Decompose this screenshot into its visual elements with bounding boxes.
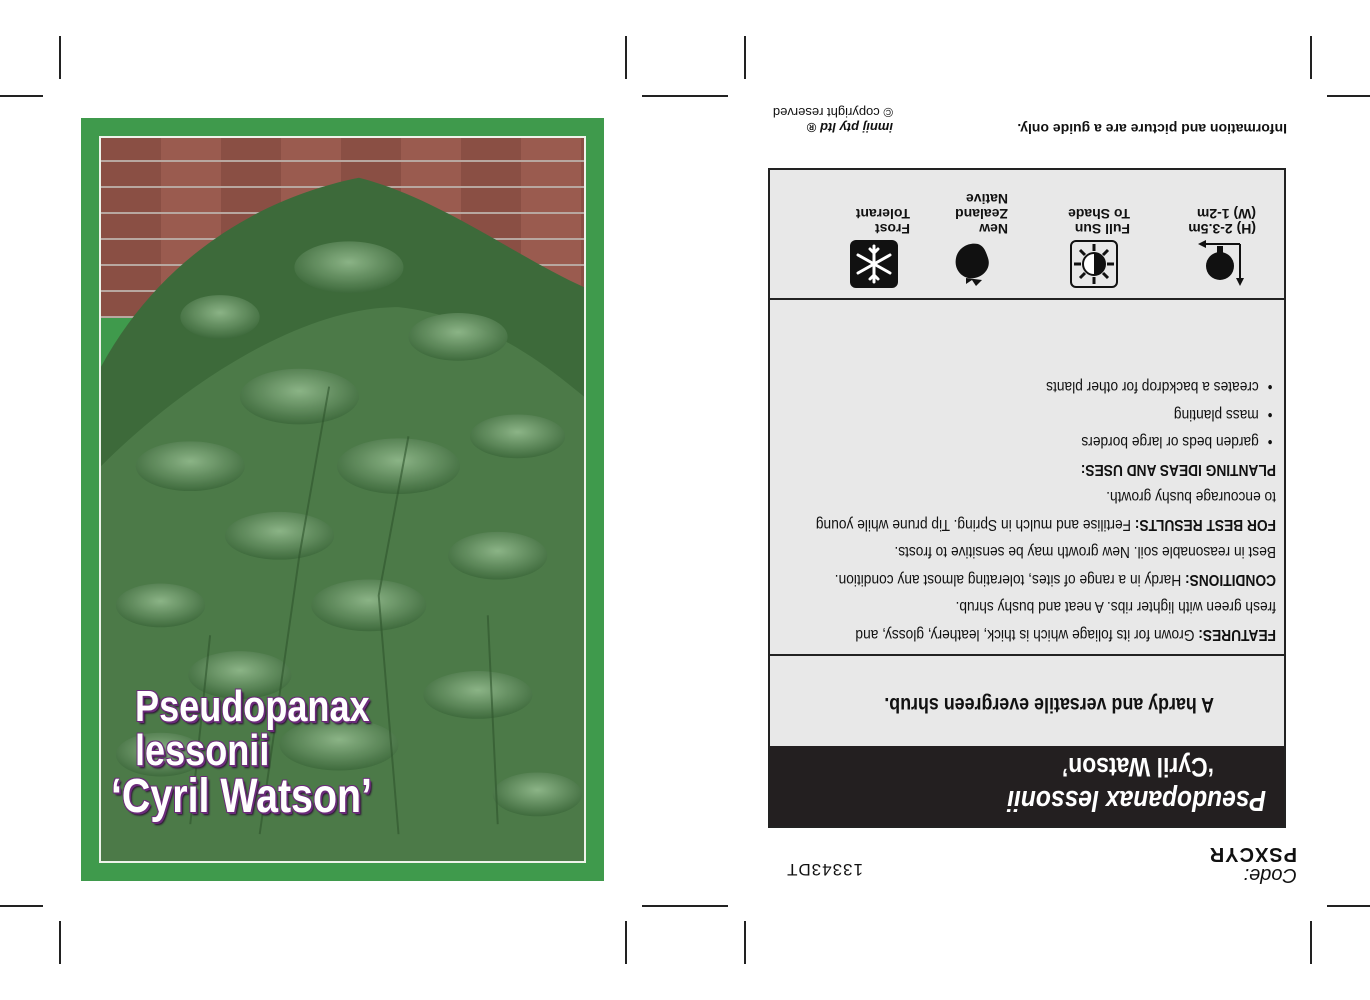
sku-number: 13343DT bbox=[786, 860, 863, 879]
native-label bbox=[922, 191, 1022, 236]
crop-mark bbox=[685, 95, 728, 97]
native-text-3: Native bbox=[965, 191, 1008, 207]
tagline-text: A hardy and versatile evergreen shrub. bbox=[884, 693, 1214, 716]
crop-mark bbox=[625, 36, 627, 79]
back-title-botanical: Pseudopanax lessonii bbox=[1007, 784, 1266, 816]
native-text-1: New bbox=[979, 221, 1008, 237]
conditions-text-1: Hardy in a range of sites, tolerating almost any condition. bbox=[834, 571, 1182, 588]
features-line bbox=[777, 593, 1276, 621]
brand-block bbox=[773, 105, 893, 135]
crop-mark bbox=[744, 921, 746, 964]
crop-mark bbox=[1327, 95, 1370, 97]
back-label bbox=[743, 95, 1313, 905]
planting-label: PLANTING IDEAS AND USES: bbox=[1080, 461, 1276, 478]
product-code bbox=[1209, 843, 1297, 885]
disclaimer: Information and picture are a guide only. bbox=[1017, 121, 1287, 137]
crop-mark bbox=[685, 905, 728, 907]
nz-native-icon bbox=[948, 240, 996, 288]
best-results-text-1: Fertilise and mulch in Spring. Tip prune while young bbox=[815, 516, 1131, 533]
conditions-text-2: Best in reasonable soil. New growth may be sensitive to frosts. bbox=[894, 543, 1276, 561]
crop-mark bbox=[642, 905, 685, 907]
front-label bbox=[81, 118, 604, 881]
crop-mark bbox=[0, 905, 43, 907]
sun-text-2: To Shade bbox=[1068, 206, 1130, 222]
features-text-1: Grown for its foliage which is thick, leathery, glossy, and bbox=[855, 626, 1195, 643]
crop-mark bbox=[0, 95, 43, 97]
info-panel bbox=[768, 168, 1286, 828]
list-item: • creates a backdrop for other plants bbox=[846, 373, 1276, 401]
width-text: (W) 1-2m bbox=[1196, 206, 1256, 222]
frost-text-2: Tolerant bbox=[855, 206, 910, 222]
frost-icon-item bbox=[824, 206, 924, 288]
conditions-line bbox=[777, 566, 1276, 594]
sun-text-1: Full Sun bbox=[1074, 221, 1130, 237]
crop-mark bbox=[59, 921, 61, 964]
conditions-line bbox=[777, 538, 1276, 566]
crop-mark bbox=[744, 36, 746, 79]
native-icon-item bbox=[922, 191, 1022, 288]
frost-icon bbox=[850, 240, 898, 288]
list-item: • garden beds or large borders bbox=[846, 428, 1276, 456]
front-title-botanical: Pseudopanax lessonii bbox=[135, 682, 370, 775]
features-line bbox=[777, 621, 1276, 649]
brand-name: imnij pty ltd ® bbox=[806, 120, 893, 135]
best-results-label: FOR BEST RESULTS: bbox=[1134, 516, 1276, 533]
code-label: Code: bbox=[1243, 864, 1297, 886]
native-text-2: Zealand bbox=[955, 206, 1008, 222]
front-plant-title bbox=[111, 682, 584, 823]
best-results-text-2: to encourage bushy growth. bbox=[1106, 488, 1276, 506]
crop-mark bbox=[1310, 921, 1312, 964]
conditions-label: CONDITIONS: bbox=[1185, 571, 1276, 588]
features-text-2: fresh green with lighter ribs. A neat and bushy shrub. bbox=[955, 598, 1276, 616]
size-icon-item bbox=[1170, 206, 1270, 288]
size-label bbox=[1170, 206, 1270, 236]
sun-icon-item bbox=[1044, 206, 1144, 288]
back-title-cultivar: ‘Cyril Watson’ bbox=[1061, 752, 1214, 782]
description bbox=[776, 373, 1276, 648]
crop-mark bbox=[1310, 36, 1312, 79]
front-title-cultivar: ‘Cyril Watson’ bbox=[111, 770, 372, 823]
frost-label bbox=[824, 206, 924, 236]
height-text: (H) 2-3.5m bbox=[1188, 221, 1256, 237]
plant-photo bbox=[99, 136, 586, 863]
best-results-line bbox=[777, 511, 1276, 539]
features-label: FEATURES: bbox=[1198, 626, 1276, 643]
list-item: • mass planting bbox=[846, 401, 1276, 429]
planting-list bbox=[776, 373, 1276, 456]
tagline bbox=[770, 654, 1284, 746]
frost-text-1: Frost bbox=[875, 221, 910, 237]
copyright-text: © copyright reserved bbox=[772, 105, 893, 120]
crop-mark bbox=[1327, 905, 1370, 907]
code-value: PSXCYR bbox=[1208, 843, 1297, 865]
sun-shade-icon bbox=[1070, 240, 1118, 288]
best-results-line bbox=[777, 483, 1276, 511]
crop-mark bbox=[642, 95, 685, 97]
planting-line bbox=[777, 456, 1276, 484]
size-icon bbox=[1196, 240, 1244, 288]
care-icons bbox=[770, 170, 1284, 300]
sun-label bbox=[1044, 206, 1144, 236]
crop-mark bbox=[59, 36, 61, 79]
crop-mark bbox=[625, 921, 627, 964]
name-bar bbox=[770, 746, 1284, 826]
